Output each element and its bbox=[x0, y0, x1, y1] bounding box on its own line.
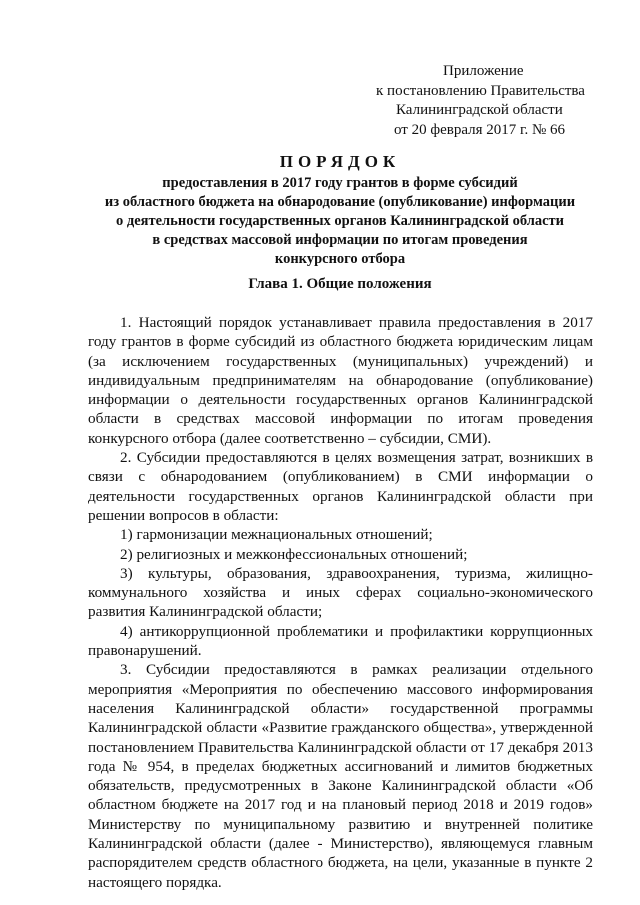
appendix-line-3: Калининградской области bbox=[396, 102, 563, 118]
appendix-line-1: Приложение bbox=[443, 63, 524, 79]
subtitle-line-1: предоставления в 2017 году грантов в форме субсидий bbox=[162, 175, 518, 191]
chapter-heading: Глава 1. Общие положения bbox=[248, 276, 432, 292]
document-subtitle bbox=[60, 174, 620, 269]
subtitle-line-5: конкурсного отбора bbox=[274, 251, 406, 267]
paragraph-2: 2. Субсидии предоставляются в целях возмещения затрат, возникших в связи с обнародованием (опубликованием) в СМИ информации о деятельности государственных органов Калининградской области при решении вопросов в области: bbox=[88, 449, 593, 524]
subtitle-line-4: в средствах массовой информации по итогам проведения bbox=[152, 232, 528, 248]
list-item-3: 3) культуры, образования, здравоохранения, туризма, жилищно-коммунального хозяйства и иных сферах социально-экономического развития Калининградской области; bbox=[88, 564, 593, 621]
subtitle-line-3: о деятельности государственных органов Калининградской области bbox=[115, 213, 565, 229]
document-title: ПОРЯДОК bbox=[279, 152, 401, 171]
appendix-block bbox=[376, 62, 585, 140]
document-body bbox=[88, 313, 593, 892]
list-item-1: 1) гармонизации межнациональных отношений; bbox=[120, 526, 433, 544]
subtitle-line-2: из областного бюджета на обнародование (опубликование) информации bbox=[104, 194, 576, 210]
list-item-4: 4) антикоррупционной проблематики и профилактики коррупционных правонарушений. bbox=[88, 622, 593, 660]
paragraph-3: 3. Субсидии предоставляются в рамках реализации отдельного мероприятия «Мероприятия по обеспечению массового информирования населения Калининградской области» государственной программы Калининградской области «Развитие гражданского общества», утвержденной постановлением Правительства Калининградской области от 17 декабря 2013 года № 954, в пределах бюджетных ассигнований и лимитов бюджетных обязательств, предусмотренных в Законе Калининградской области «Об областном бюджете на 2017 год и на плановый период 2018 и 2019 годов» Министерству по муниципальному развитию и внутренней политике Калининградской области (далее - Министерство), являющемуся главным распорядителем средств областного бюджета, на цели, указанные в пункте 2 настоящего порядка. bbox=[88, 661, 593, 891]
paragraph-1: 1. Настоящий порядок устанавливает правила предоставления в 2017 году грантов в форме субсидий из областного бюджета юридическим лицам (за исключением государственных (муниципальных) учреждений) и индивидуальным предпринимателям на обнародование (опубликование) информации о деятельности государственных органов Калининградской области в средствах массовой информации по итогам проведения конкурсного отбора (далее соответственно – субсидии, СМИ). bbox=[88, 314, 593, 447]
appendix-line-2: к постановлению Правительства bbox=[376, 82, 585, 99]
list-item-2: 2) религиозных и межконфессиональных отношений; bbox=[120, 545, 468, 563]
appendix-line-4: от 20 февраля 2017 г. № 66 bbox=[394, 121, 566, 138]
